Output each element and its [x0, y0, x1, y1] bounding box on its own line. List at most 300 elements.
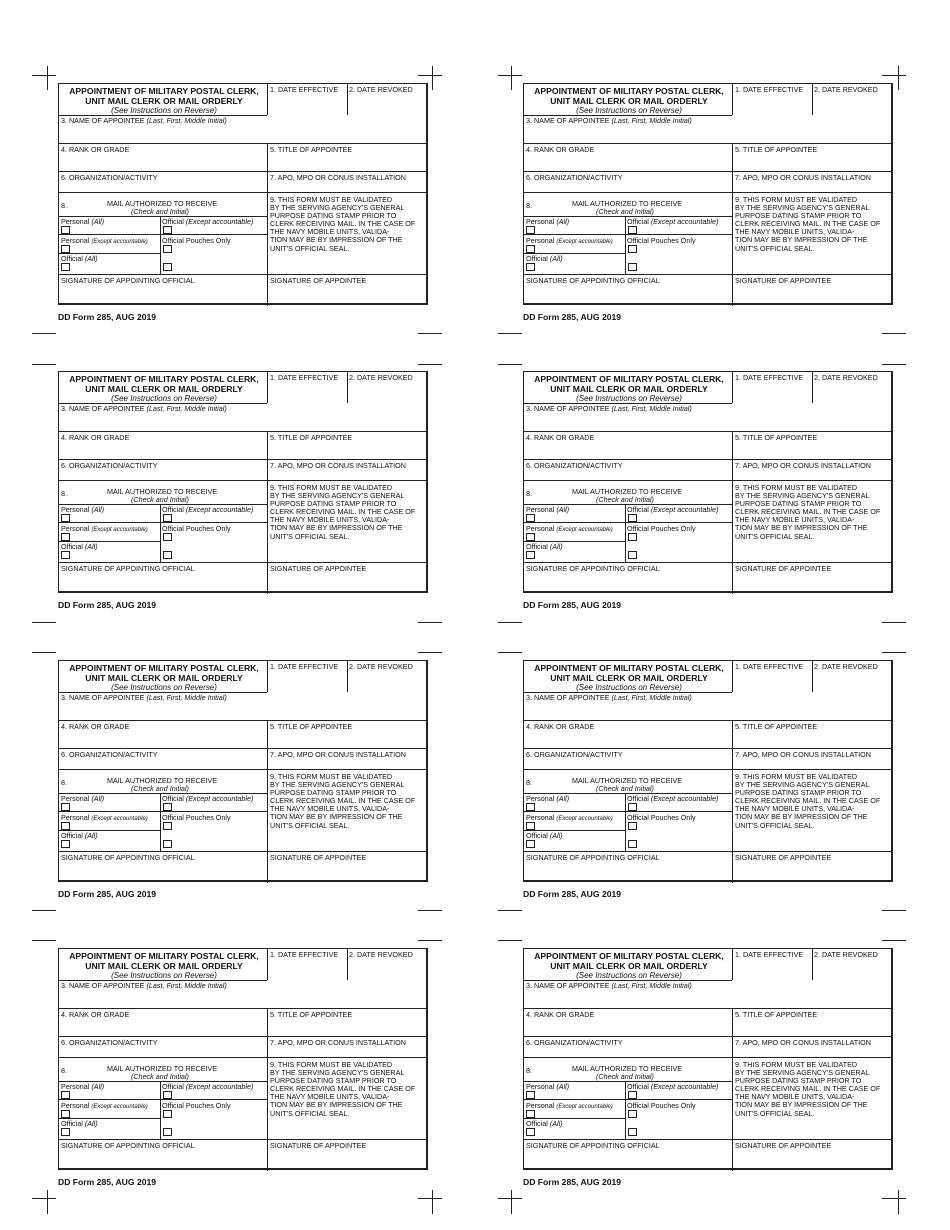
- form-title: [61, 663, 267, 692]
- official-all-checkbox[interactable]: [526, 840, 535, 848]
- official-extra-checkbox[interactable]: [163, 551, 172, 559]
- crop-mark: [498, 622, 522, 623]
- organization-field[interactable]: 6. ORGANIZATION/ACTIVITY: [526, 1038, 623, 1047]
- official-except-checkbox[interactable]: [163, 226, 172, 234]
- mail-authorized-number: 8.: [526, 489, 532, 498]
- validation-note-line: TION MAY BE BY IMPRESSION OF THE: [270, 1100, 403, 1110]
- form-number: DD Form 285, AUG 2019: [58, 600, 157, 610]
- form-number: DD Form 285, AUG 2019: [523, 600, 622, 610]
- validation-note-line: UNIT'S OFFICIAL SEAL.: [735, 1108, 815, 1118]
- appointee-name-field[interactable]: [526, 694, 692, 702]
- appointee-title-field[interactable]: 5. TITLE OF APPOINTEE: [270, 722, 353, 731]
- official-all-label: Official (All): [526, 831, 563, 840]
- validation-note-line: UNIT'S OFFICIAL SEAL.: [270, 531, 350, 541]
- crop-mark: [898, 66, 899, 90]
- appointee-name-field[interactable]: [61, 117, 227, 125]
- personal-all-checkbox[interactable]: [526, 803, 535, 811]
- validation-note: [270, 773, 415, 830]
- validation-note-line: CLERK RECEIVING MAIL. IN THE CASE OF: [270, 507, 416, 517]
- official-all-label: Official (All): [526, 254, 563, 263]
- validation-note-line: CLERK RECEIVING MAIL. IN THE CASE OF: [735, 796, 881, 806]
- personal-all-checkbox[interactable]: [526, 1091, 535, 1099]
- crop-mark: [32, 652, 56, 653]
- apo-installation-field[interactable]: 7. APO, MPO OR CONUS INSTALLATION: [270, 173, 406, 182]
- appointee-title-field[interactable]: 5. TITLE OF APPOINTEE: [735, 145, 818, 154]
- apo-installation-field[interactable]: 7. APO, MPO OR CONUS INSTALLATION: [735, 1038, 871, 1047]
- official-extra-checkbox[interactable]: [163, 263, 172, 271]
- form-title: [61, 951, 267, 980]
- form-title-line2: UNIT MAIL CLERK OR MAIL ORDERLY: [550, 96, 708, 106]
- date-effective-field[interactable]: 1. DATE EFFECTIVE: [735, 662, 804, 671]
- signature-appointee-field[interactable]: SIGNATURE OF APPOINTEE: [735, 564, 832, 573]
- validation-note: [270, 484, 415, 541]
- rank-grade-field[interactable]: 4. RANK OR GRADE: [526, 433, 595, 442]
- form-number: DD Form 285, AUG 2019: [523, 1177, 622, 1187]
- official-except-label: Official (Except accountable): [627, 1082, 719, 1091]
- organization-field[interactable]: 6. ORGANIZATION/ACTIVITY: [61, 1038, 158, 1047]
- official-pouches-label: Official Pouches Only: [162, 236, 231, 245]
- appointee-name-label: 3. NAME OF APPOINTEE: [61, 404, 145, 413]
- crop-mark: [418, 910, 442, 911]
- form-title-line1: APPOINTMENT OF MILITARY POSTAL CLERK,: [69, 663, 259, 673]
- appointment-card-1: [58, 83, 430, 333]
- crop-mark: [418, 622, 442, 623]
- signature-appointee-field[interactable]: SIGNATURE OF APPOINTEE: [270, 853, 367, 862]
- appointment-form: [523, 948, 893, 1170]
- date-effective-field[interactable]: 1. DATE EFFECTIVE: [270, 662, 339, 671]
- personal-except-checkbox[interactable]: [61, 245, 70, 253]
- appointment-card-7: [58, 948, 430, 1198]
- appointee-title-field[interactable]: 5. TITLE OF APPOINTEE: [735, 722, 818, 731]
- validation-note-line: BY THE SERVING AGENCY'S GENERAL: [735, 491, 870, 501]
- appointee-title-field[interactable]: 5. TITLE OF APPOINTEE: [270, 1010, 353, 1019]
- form-title: [526, 86, 732, 115]
- organization-field[interactable]: 6. ORGANIZATION/ACTIVITY: [61, 461, 158, 470]
- validation-note-line: BY THE SERVING AGENCY'S GENERAL: [735, 203, 870, 213]
- form-title-instructions: (See Instructions on Reverse): [576, 683, 682, 692]
- apo-installation-field[interactable]: 7. APO, MPO OR CONUS INSTALLATION: [735, 461, 871, 470]
- appointee-name-hint: (Last, First, Middle Initial): [146, 116, 227, 125]
- form-number: DD Form 285, AUG 2019: [58, 889, 157, 899]
- crop-mark: [32, 1198, 56, 1199]
- mail-authorized-number: 8.: [61, 201, 67, 210]
- validation-note: [735, 773, 880, 830]
- personal-all-label: Personal (All): [526, 1082, 570, 1091]
- personal-except-checkbox[interactable]: [61, 822, 70, 830]
- validation-note-line: 9. THIS FORM MUST BE VALIDATED: [735, 195, 858, 204]
- validation-note-line: 9. THIS FORM MUST BE VALIDATED: [735, 483, 858, 492]
- date-revoked-field[interactable]: 2. DATE REVOKED: [814, 950, 878, 959]
- signature-official-field[interactable]: SIGNATURE OF APPOINTING OFFICIAL: [526, 276, 660, 285]
- official-except-checkbox[interactable]: [163, 514, 172, 522]
- check-initial-hint: (Check and Initial): [131, 207, 189, 216]
- form-title-line1: APPOINTMENT OF MILITARY POSTAL CLERK,: [69, 86, 259, 96]
- official-all-label: Official (All): [526, 542, 563, 551]
- official-except-label: Official (Except accountable): [162, 1082, 254, 1091]
- form-number: DD Form 285, AUG 2019: [523, 312, 622, 322]
- signature-official-field[interactable]: SIGNATURE OF APPOINTING OFFICIAL: [61, 276, 195, 285]
- validation-note-line: PURPOSE DATING STAMP PRIOR TO: [735, 499, 862, 509]
- appointee-title-field[interactable]: 5. TITLE OF APPOINTEE: [735, 433, 818, 442]
- personal-all-checkbox[interactable]: [526, 514, 535, 522]
- personal-except-label: Personal (Except accountable): [61, 236, 148, 245]
- personal-except-checkbox[interactable]: [526, 822, 535, 830]
- official-all-checkbox[interactable]: [61, 840, 70, 848]
- crop-mark: [418, 333, 442, 334]
- date-revoked-field[interactable]: 2. DATE REVOKED: [349, 85, 413, 94]
- form-title-line1: APPOINTMENT OF MILITARY POSTAL CLERK,: [69, 374, 259, 384]
- rank-grade-field[interactable]: 4. RANK OR GRADE: [526, 1010, 595, 1019]
- appointee-name-hint: (Last, First, Middle Initial): [611, 404, 692, 413]
- personal-except-checkbox[interactable]: [526, 1110, 535, 1118]
- date-effective-field[interactable]: 1. DATE EFFECTIVE: [735, 373, 804, 382]
- validation-note-line: CLERK RECEIVING MAIL. IN THE CASE OF: [270, 1084, 416, 1094]
- official-all-label: Official (All): [61, 542, 98, 551]
- appointee-title-field[interactable]: 5. TITLE OF APPOINTEE: [270, 433, 353, 442]
- mail-authorized-label: MAIL AUTHORIZED TO RECEIVE: [107, 487, 218, 496]
- check-initial-hint: (Check and Initial): [596, 784, 654, 793]
- validation-note-line: UNIT'S OFFICIAL SEAL.: [735, 531, 815, 541]
- signature-appointee-field[interactable]: SIGNATURE OF APPOINTEE: [735, 1141, 832, 1150]
- crop-mark: [498, 333, 522, 334]
- official-pouches-checkbox[interactable]: [163, 533, 172, 541]
- official-all-checkbox[interactable]: [526, 1128, 535, 1136]
- validation-note-line: TION MAY BE BY IMPRESSION OF THE: [270, 812, 403, 822]
- personal-all-label: Personal (All): [61, 1082, 105, 1091]
- official-except-label: Official (Except accountable): [627, 505, 719, 514]
- crop-mark: [882, 622, 906, 623]
- validation-note-line: THE NAVY MOBILE UNITS, VALIDA-: [270, 515, 390, 525]
- organization-field[interactable]: 6. ORGANIZATION/ACTIVITY: [526, 461, 623, 470]
- crop-mark: [882, 75, 906, 76]
- validation-note-line: BY THE SERVING AGENCY'S GENERAL: [735, 780, 870, 790]
- official-all-label: Official (All): [61, 1119, 98, 1128]
- crop-mark: [32, 75, 56, 76]
- official-except-checkbox[interactable]: [628, 226, 637, 234]
- crop-mark: [882, 910, 906, 911]
- apo-installation-field[interactable]: 7. APO, MPO OR CONUS INSTALLATION: [270, 750, 406, 759]
- validation-note-line: 9. THIS FORM MUST BE VALIDATED: [270, 483, 393, 492]
- rank-grade-field[interactable]: 4. RANK OR GRADE: [61, 433, 130, 442]
- form-title-line2: UNIT MAIL CLERK OR MAIL ORDERLY: [550, 384, 708, 394]
- appointment-form: [523, 660, 893, 882]
- appointee-name-field[interactable]: [526, 405, 692, 413]
- form-title-line2: UNIT MAIL CLERK OR MAIL ORDERLY: [85, 384, 243, 394]
- apo-installation-field[interactable]: 7. APO, MPO OR CONUS INSTALLATION: [735, 173, 871, 182]
- validation-note-line: UNIT'S OFFICIAL SEAL.: [270, 1108, 350, 1118]
- signature-appointee-field[interactable]: SIGNATURE OF APPOINTEE: [735, 276, 832, 285]
- signature-official-field[interactable]: SIGNATURE OF APPOINTING OFFICIAL: [61, 1141, 195, 1150]
- validation-note-line: UNIT'S OFFICIAL SEAL.: [735, 243, 815, 253]
- crop-mark: [498, 75, 522, 76]
- appointee-name-label: 3. NAME OF APPOINTEE: [526, 116, 610, 125]
- form-title-line2: UNIT MAIL CLERK OR MAIL ORDERLY: [85, 961, 243, 971]
- personal-except-label: Personal (Except accountable): [61, 813, 148, 822]
- crop-mark: [498, 1198, 522, 1199]
- official-pouches-checkbox[interactable]: [628, 1110, 637, 1118]
- appointee-name-label: 3. NAME OF APPOINTEE: [526, 404, 610, 413]
- signature-appointee-field[interactable]: SIGNATURE OF APPOINTEE: [270, 1141, 367, 1150]
- signature-appointee-field[interactable]: SIGNATURE OF APPOINTEE: [270, 564, 367, 573]
- validation-note-line: PURPOSE DATING STAMP PRIOR TO: [270, 1076, 397, 1086]
- official-except-checkbox[interactable]: [163, 803, 172, 811]
- official-all-checkbox[interactable]: [61, 1128, 70, 1136]
- official-all-checkbox[interactable]: [526, 263, 535, 271]
- form-title-line1: APPOINTMENT OF MILITARY POSTAL CLERK,: [534, 663, 724, 673]
- crop-mark: [882, 652, 906, 653]
- date-revoked-field[interactable]: 2. DATE REVOKED: [349, 373, 413, 382]
- official-pouches-label: Official Pouches Only: [627, 236, 696, 245]
- official-extra-checkbox[interactable]: [628, 1128, 637, 1136]
- appointment-card-6: [523, 660, 895, 910]
- official-extra-checkbox[interactable]: [163, 1128, 172, 1136]
- validation-note-line: TION MAY BE BY IMPRESSION OF THE: [735, 523, 868, 533]
- crop-mark: [898, 1190, 899, 1214]
- validation-note-line: BY THE SERVING AGENCY'S GENERAL: [270, 203, 405, 213]
- appointee-name-field[interactable]: [61, 405, 227, 413]
- official-except-checkbox[interactable]: [628, 514, 637, 522]
- personal-all-checkbox[interactable]: [61, 514, 70, 522]
- official-all-checkbox[interactable]: [526, 551, 535, 559]
- personal-except-label: Personal (Except accountable): [526, 524, 613, 533]
- signature-official-field[interactable]: SIGNATURE OF APPOINTING OFFICIAL: [526, 564, 660, 573]
- organization-field[interactable]: 6. ORGANIZATION/ACTIVITY: [526, 173, 623, 182]
- signature-official-field[interactable]: SIGNATURE OF APPOINTING OFFICIAL: [61, 853, 195, 862]
- organization-field[interactable]: 6. ORGANIZATION/ACTIVITY: [61, 173, 158, 182]
- form-title-line1: APPOINTMENT OF MILITARY POSTAL CLERK,: [69, 951, 259, 961]
- organization-field[interactable]: 6. ORGANIZATION/ACTIVITY: [61, 750, 158, 759]
- form-title-line2: UNIT MAIL CLERK OR MAIL ORDERLY: [85, 673, 243, 683]
- validation-note-line: THE NAVY MOBILE UNITS, VALIDA-: [735, 804, 855, 814]
- validation-note-line: PURPOSE DATING STAMP PRIOR TO: [735, 211, 862, 221]
- personal-all-checkbox[interactable]: [526, 226, 535, 234]
- official-except-checkbox[interactable]: [628, 803, 637, 811]
- appointment-card-8: [523, 948, 895, 1198]
- mail-authorized-label: MAIL AUTHORIZED TO RECEIVE: [572, 199, 683, 208]
- validation-note-line: BY THE SERVING AGENCY'S GENERAL: [735, 1068, 870, 1078]
- form-title-instructions: (See Instructions on Reverse): [111, 971, 217, 980]
- date-revoked-field[interactable]: 2. DATE REVOKED: [349, 662, 413, 671]
- validation-note-line: THE NAVY MOBILE UNITS, VALIDA-: [735, 227, 855, 237]
- form-number: DD Form 285, AUG 2019: [58, 312, 157, 322]
- rank-grade-field[interactable]: 4. RANK OR GRADE: [526, 722, 595, 731]
- appointee-name-label: 3. NAME OF APPOINTEE: [61, 693, 145, 702]
- appointee-title-field[interactable]: 5. TITLE OF APPOINTEE: [270, 145, 353, 154]
- appointee-title-field[interactable]: 5. TITLE OF APPOINTEE: [735, 1010, 818, 1019]
- official-extra-checkbox[interactable]: [628, 551, 637, 559]
- appointee-name-hint: (Last, First, Middle Initial): [611, 981, 692, 990]
- mail-authorized-label: MAIL AUTHORIZED TO RECEIVE: [107, 199, 218, 208]
- signature-official-field[interactable]: SIGNATURE OF APPOINTING OFFICIAL: [61, 564, 195, 573]
- official-extra-checkbox[interactable]: [628, 263, 637, 271]
- official-pouches-checkbox[interactable]: [628, 822, 637, 830]
- appointee-name-label: 3. NAME OF APPOINTEE: [61, 116, 145, 125]
- official-except-checkbox[interactable]: [628, 1091, 637, 1099]
- date-effective-field[interactable]: 1. DATE EFFECTIVE: [270, 85, 339, 94]
- official-pouches-label: Official Pouches Only: [627, 813, 696, 822]
- official-pouches-checkbox[interactable]: [163, 245, 172, 253]
- crop-mark: [432, 1190, 433, 1214]
- crop-mark: [418, 364, 442, 365]
- crop-mark: [882, 333, 906, 334]
- appointment-card-3: [58, 371, 430, 621]
- date-effective-field[interactable]: 1. DATE EFFECTIVE: [735, 950, 804, 959]
- mail-authorized-number: 8.: [526, 778, 532, 787]
- form-title-line2: UNIT MAIL CLERK OR MAIL ORDERLY: [85, 96, 243, 106]
- date-revoked-field[interactable]: 2. DATE REVOKED: [349, 950, 413, 959]
- official-extra-checkbox[interactable]: [628, 840, 637, 848]
- mail-authorized-number: 8.: [61, 1066, 67, 1075]
- appointment-card-2: [523, 83, 895, 333]
- signature-official-field[interactable]: SIGNATURE OF APPOINTING OFFICIAL: [526, 1141, 660, 1150]
- rank-grade-field[interactable]: 4. RANK OR GRADE: [61, 145, 130, 154]
- validation-note: [270, 1061, 415, 1118]
- apo-installation-field[interactable]: 7. APO, MPO OR CONUS INSTALLATION: [270, 1038, 406, 1047]
- mail-authorized-number: 8.: [526, 201, 532, 210]
- validation-note-line: UNIT'S OFFICIAL SEAL.: [270, 243, 350, 253]
- official-except-label: Official (Except accountable): [162, 794, 254, 803]
- personal-except-label: Personal (Except accountable): [526, 813, 613, 822]
- form-title-line1: APPOINTMENT OF MILITARY POSTAL CLERK,: [534, 951, 724, 961]
- official-all-label: Official (All): [526, 1119, 563, 1128]
- personal-except-label: Personal (Except accountable): [526, 1101, 613, 1110]
- official-extra-checkbox[interactable]: [163, 840, 172, 848]
- crop-mark: [498, 940, 522, 941]
- official-except-checkbox[interactable]: [163, 1091, 172, 1099]
- crop-mark: [32, 364, 56, 365]
- date-revoked-field[interactable]: 2. DATE REVOKED: [814, 373, 878, 382]
- appointment-card-4: [523, 371, 895, 621]
- organization-field[interactable]: 6. ORGANIZATION/ACTIVITY: [526, 750, 623, 759]
- form-number: DD Form 285, AUG 2019: [523, 889, 622, 899]
- crop-mark: [882, 940, 906, 941]
- check-initial-hint: (Check and Initial): [131, 495, 189, 504]
- apo-installation-field[interactable]: 7. APO, MPO OR CONUS INSTALLATION: [735, 750, 871, 759]
- crop-mark: [511, 1190, 512, 1214]
- date-effective-field[interactable]: 1. DATE EFFECTIVE: [735, 85, 804, 94]
- appointee-name-field[interactable]: [526, 117, 692, 125]
- personal-all-checkbox[interactable]: [61, 803, 70, 811]
- signature-official-field[interactable]: SIGNATURE OF APPOINTING OFFICIAL: [526, 853, 660, 862]
- crop-mark: [882, 1198, 906, 1199]
- personal-except-checkbox[interactable]: [526, 245, 535, 253]
- form-title-line2: UNIT MAIL CLERK OR MAIL ORDERLY: [550, 961, 708, 971]
- validation-note: [735, 196, 880, 253]
- personal-except-label: Personal (Except accountable): [61, 1101, 148, 1110]
- date-revoked-field[interactable]: 2. DATE REVOKED: [814, 662, 878, 671]
- mail-authorized-label: MAIL AUTHORIZED TO RECEIVE: [572, 776, 683, 785]
- official-all-label: Official (All): [61, 831, 98, 840]
- crop-mark: [47, 66, 48, 90]
- signature-appointee-field[interactable]: SIGNATURE OF APPOINTEE: [735, 853, 832, 862]
- validation-note-line: THE NAVY MOBILE UNITS, VALIDA-: [270, 1092, 390, 1102]
- form-title-instructions: (See Instructions on Reverse): [576, 394, 682, 403]
- signature-appointee-field[interactable]: SIGNATURE OF APPOINTEE: [270, 276, 367, 285]
- appointee-name-label: 3. NAME OF APPOINTEE: [526, 693, 610, 702]
- official-pouches-label: Official Pouches Only: [162, 1101, 231, 1110]
- appointment-form: [58, 371, 428, 593]
- validation-note-line: THE NAVY MOBILE UNITS, VALIDA-: [735, 1092, 855, 1102]
- date-effective-field[interactable]: 1. DATE EFFECTIVE: [270, 950, 339, 959]
- official-pouches-label: Official Pouches Only: [627, 1101, 696, 1110]
- official-all-checkbox[interactable]: [61, 551, 70, 559]
- rank-grade-field[interactable]: 4. RANK OR GRADE: [526, 145, 595, 154]
- crop-mark: [47, 1190, 48, 1214]
- personal-except-checkbox[interactable]: [61, 1110, 70, 1118]
- validation-note-line: 9. THIS FORM MUST BE VALIDATED: [270, 1060, 393, 1069]
- appointee-name-field[interactable]: [61, 982, 227, 990]
- date-revoked-field[interactable]: 2. DATE REVOKED: [814, 85, 878, 94]
- official-all-checkbox[interactable]: [61, 263, 70, 271]
- validation-note-line: THE NAVY MOBILE UNITS, VALIDA-: [270, 227, 390, 237]
- crop-mark: [32, 333, 56, 334]
- validation-note-line: CLERK RECEIVING MAIL. IN THE CASE OF: [735, 507, 881, 517]
- date-effective-field[interactable]: 1. DATE EFFECTIVE: [270, 373, 339, 382]
- rank-grade-field[interactable]: 4. RANK OR GRADE: [61, 722, 130, 731]
- personal-except-checkbox[interactable]: [526, 533, 535, 541]
- official-except-label: Official (Except accountable): [627, 217, 719, 226]
- appointee-name-field[interactable]: [61, 694, 227, 702]
- validation-note-line: CLERK RECEIVING MAIL. IN THE CASE OF: [735, 1084, 881, 1094]
- check-initial-hint: (Check and Initial): [596, 207, 654, 216]
- appointee-name-hint: (Last, First, Middle Initial): [611, 116, 692, 125]
- crop-mark: [882, 364, 906, 365]
- validation-note-line: 9. THIS FORM MUST BE VALIDATED: [735, 772, 858, 781]
- official-pouches-checkbox[interactable]: [628, 245, 637, 253]
- form-title: [526, 951, 732, 980]
- personal-except-label: Personal (Except accountable): [61, 524, 148, 533]
- appointee-name-hint: (Last, First, Middle Initial): [146, 404, 227, 413]
- crop-mark: [32, 940, 56, 941]
- personal-except-checkbox[interactable]: [61, 533, 70, 541]
- validation-note-line: PURPOSE DATING STAMP PRIOR TO: [270, 788, 397, 798]
- form-title-instructions: (See Instructions on Reverse): [111, 394, 217, 403]
- validation-note-line: 9. THIS FORM MUST BE VALIDATED: [270, 195, 393, 204]
- validation-note-line: UNIT'S OFFICIAL SEAL.: [270, 820, 350, 830]
- check-initial-hint: (Check and Initial): [596, 495, 654, 504]
- validation-note-line: TION MAY BE BY IMPRESSION OF THE: [735, 812, 868, 822]
- form-number: DD Form 285, AUG 2019: [58, 1177, 157, 1187]
- mail-authorized-number: 8.: [61, 489, 67, 498]
- validation-note-line: CLERK RECEIVING MAIL. IN THE CASE OF: [270, 219, 416, 229]
- crop-mark: [418, 75, 442, 76]
- personal-all-checkbox[interactable]: [61, 1091, 70, 1099]
- apo-installation-field[interactable]: 7. APO, MPO OR CONUS INSTALLATION: [270, 461, 406, 470]
- form-title-line2: UNIT MAIL CLERK OR MAIL ORDERLY: [550, 673, 708, 683]
- official-pouches-checkbox[interactable]: [163, 1110, 172, 1118]
- validation-note-line: PURPOSE DATING STAMP PRIOR TO: [735, 788, 862, 798]
- appointment-form: [523, 371, 893, 593]
- official-pouches-checkbox[interactable]: [163, 822, 172, 830]
- validation-note-line: BY THE SERVING AGENCY'S GENERAL: [270, 491, 405, 501]
- mail-authorized-number: 8.: [526, 1066, 532, 1075]
- personal-all-checkbox[interactable]: [61, 226, 70, 234]
- official-pouches-label: Official Pouches Only: [162, 524, 231, 533]
- official-pouches-checkbox[interactable]: [628, 533, 637, 541]
- form-title-line1: APPOINTMENT OF MILITARY POSTAL CLERK,: [534, 86, 724, 96]
- official-except-label: Official (Except accountable): [162, 217, 254, 226]
- validation-note-line: BY THE SERVING AGENCY'S GENERAL: [270, 1068, 405, 1078]
- personal-all-label: Personal (All): [61, 505, 105, 514]
- official-all-label: Official (All): [61, 254, 98, 263]
- validation-note-line: PURPOSE DATING STAMP PRIOR TO: [270, 211, 397, 221]
- crop-mark: [498, 910, 522, 911]
- check-initial-hint: (Check and Initial): [131, 1072, 189, 1081]
- validation-note-line: CLERK RECEIVING MAIL. IN THE CASE OF: [735, 219, 881, 229]
- rank-grade-field[interactable]: 4. RANK OR GRADE: [61, 1010, 130, 1019]
- form-title-instructions: (See Instructions on Reverse): [111, 106, 217, 115]
- appointee-name-field[interactable]: [526, 982, 692, 990]
